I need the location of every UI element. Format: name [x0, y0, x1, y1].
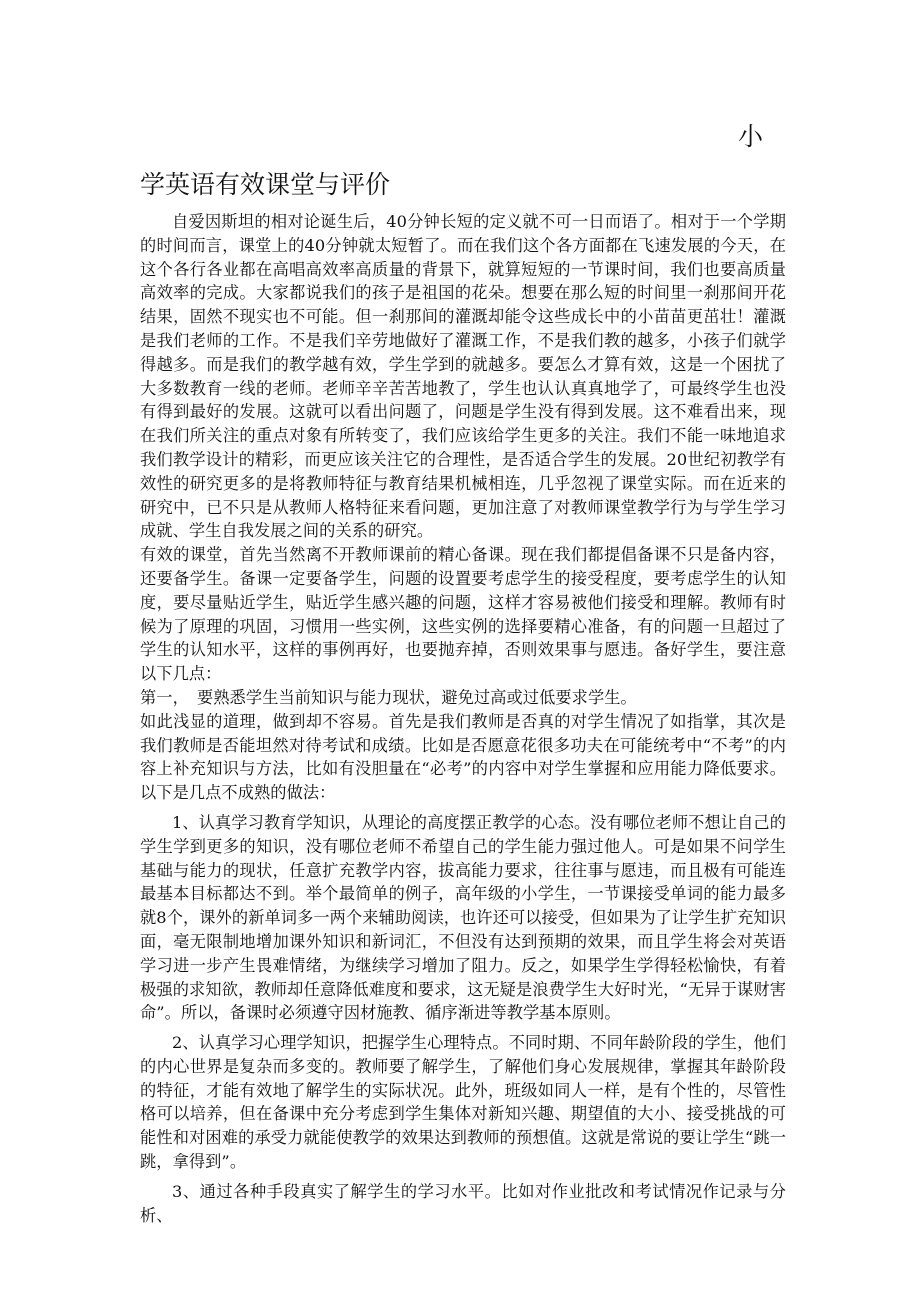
document-body: [140, 210, 786, 1227]
paragraph-first-point: 第一， 要熟悉学生当前知识与能力现状，避免过高或过低要求学生。: [140, 687, 637, 707]
paragraph-item-2: 2、认真学习心理学知识，把握学生心理特点。不同时期、不同年龄阶段的学生，他们的内心世界是复杂而多变的。教师要了解学生，了解他们身心发展规律，掌握其年龄阶段的特征，才能有效地了解学生的实际状况。此外，班级如同人一样，是有个性的，尽管性格可以培养，但在备课中充分考虑到学生集体对新知兴趣、期望值的大小、接受挑战的可能性和对困难的承受力就能使教学的效果达到教师的预想值。这就是常说的要让学生“跳一跳，拿得到”。: [140, 1033, 786, 1172]
paragraph-item-3: 3、通过各种手段真实了解学生的学习水平。比如对作业批改和考试情况作记录与分析、: [140, 1181, 786, 1225]
title-first-char: 小: [738, 122, 764, 151]
paragraph-intro: 自爱因斯坦的相对论诞生后，40分钟长短的定义就不可一日而语了。相对于一个学期的时间而言，课堂上的40分钟就太短暂了。而在我们这个各方面都在飞速发展的今天，在这个各行各业都在高唱高效率高质量的背景下，就算短短的一节课时间，我们也要高质量高效率的完成。大家都说我们的孩子是祖国的花朵。想要在那么短的时间里一刹那间开花结果，固然不现实也不可能。但一刹那间的灌溉却能令这些成长中的小苗苗更茁壮！灌溉是我们老师的工作。不是我们辛劳地做好了灌溉工作，不是我们教的越多，小孩子们就学得越多。而是我们的教学越有效，学生学到的就越多。要怎么才算有效，这是一个困扰了大多数教育一线的老师。老师辛辛苦苦地教了，学生也认认真真地学了，可最终学生也没有得到最好的发展。这就可以看出问题了，问题是学生没有得到发展。这不难看出来，现在我们所关注的重点对象有所转变了，我们应该给学生更多的关注。我们不能一味地追求我们教学设计的精彩，而更应该关注它的合理性，是否适合学生的发展。20世纪初教学有效性的研究更多的是将教师特征与教育结果机械相连，几乎忽视了课堂实际。而在近来的研究中，已不只是从教师人格特征来看问题，更加注意了对教师课堂教学行为与学生学习成就、学生自我发展之间的关系的研究。: [140, 212, 786, 541]
document-title: 学英语有效课堂与评价: [140, 170, 391, 199]
paragraph-preparation: 有效的课堂，首先当然离不开教师课前的精心备课。现在我们都提倡备课不只是备内容，还要备学生。备课一定要备学生，问题的设置要考虑学生的接受程度，要考虑学生的认知度，要尽量贴近学生，贴近学生感兴趣的问题，这样才容易被他们接受和理解。教师有时候为了原理的巩固，习惯用一些实例，这些实例的选择要精心准备，有的问题一旦超过了学生的认知水平，这样的事例再好，也要抛弃掉，否则效果事与愿违。备好学生，要注意以下几点：: [140, 545, 786, 684]
paragraph-explanation: 如此浅显的道理，做到却不容易。首先是我们教师是否真的对学生情况了如指掌，其次是我们教师是否能坦然对待考试和成绩。比如是否愿意花很多功夫在可能统考中“不考”的内容上补充知识与方法，比如有没胆量在“必考”的内容中对学生掌握和应用能力降低要求。以下是几点不成熟的做法：: [140, 711, 786, 803]
paragraph-item-1: 1、认真学习教育学知识，从理论的高度摆正教学的心态。没有哪位老师不想让自己的学生学到更多的知识，没有哪位老师不希望自己的学生能力强过他人。可是如果不问学生基础与能力的现状，任意扩充教学内容，拔高能力要求，往往事与愿违，而且极有可能连最基本目标都达不到。举个最简单的例子，高年级的小学生，一节课接受单词的能力最多就8个，课外的新单词多一两个来辅助阅读，也许还可以接受，但如果为了让学生扩充知识面，毫无限制地增加课外知识和新词汇，不但没有达到预期的效果，而且学生将会对英语学习进一步产生畏难情绪，为继续学习增加了阻力。反之，如果学生学得轻松愉快，有着极强的求知欲，教师却任意降低难度和要求，这无疑是浪费学生大好时光，“无异于谋财害命”。所以，备课时必须遵守因材施教、循序渐进等教学基本原则。: [140, 812, 786, 1023]
